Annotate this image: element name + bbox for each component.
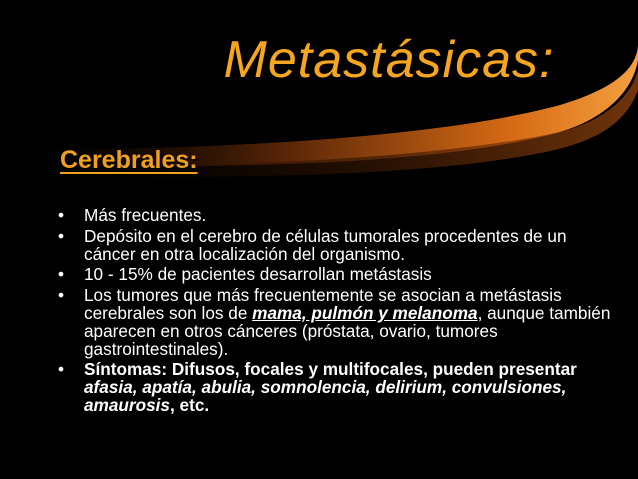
- bullet-text: Los tumores que más frecuentemente se asocian a metástasis cerebrales son los de: [84, 285, 562, 323]
- emphasized-text: mama, pulmón y melanoma: [252, 302, 478, 323]
- bullet-item: [58, 225, 618, 264]
- bullet-marker: •: [58, 264, 65, 285]
- bullet-marker: •: [58, 359, 65, 380]
- bullet-item: [58, 361, 618, 414]
- bullet-text: , etc.: [169, 394, 210, 415]
- bullet-item: [58, 207, 618, 225]
- bullet-marker: •: [58, 205, 65, 225]
- bullet-text: , aunque también aparecen en otros cánceres (próstata, ovario, tumores gastrointestinales).: [84, 302, 611, 359]
- bullet-text: Más frecuentes.: [84, 205, 207, 225]
- slide-title: Metastásicas:: [223, 31, 555, 89]
- bullet-text: Síntomas: Difusos, focales y multifocales, pueden presentar: [84, 359, 577, 380]
- bullet-item: [58, 266, 618, 284]
- emphasized-text: afasia, apatía, abulia, somnolencia, delirium, convulsiones, amaurosis: [84, 377, 567, 415]
- bullet-item: [58, 287, 618, 358]
- bullet-marker: •: [58, 285, 65, 306]
- bullet-list: [58, 207, 618, 418]
- bullet-text: Depósito en el cerebro de células tumorales procedentes de un cáncer en otra localización del organismo.: [84, 225, 567, 264]
- bullet-marker: •: [58, 225, 65, 246]
- bullet-text: 10 - 15% de pacientes desarrollan metástasis: [84, 264, 432, 285]
- section-heading: Cerebrales:: [60, 146, 198, 174]
